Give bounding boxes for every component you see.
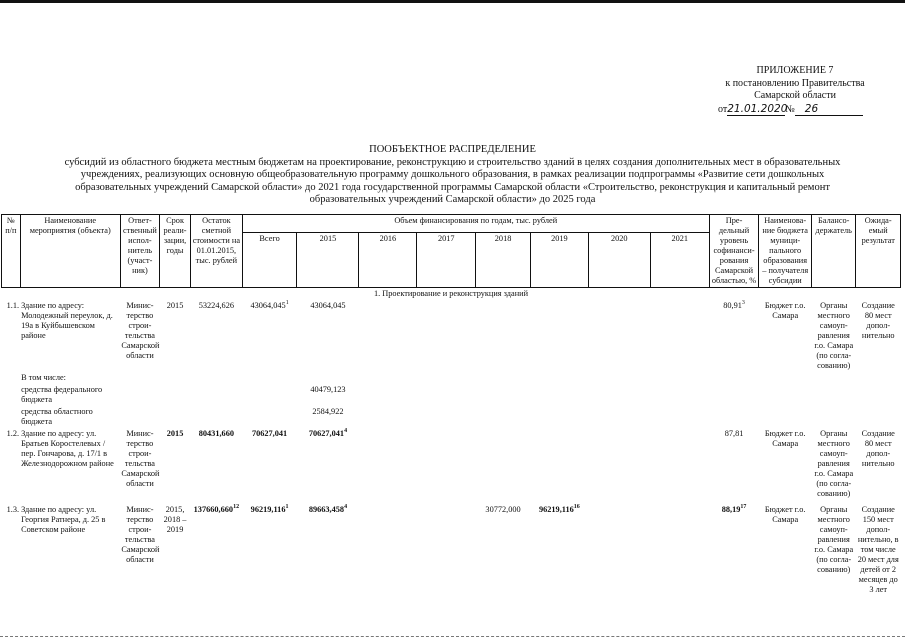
row-total: 96219,116$^1$	[250, 504, 289, 514]
row-2015: 89663,458$^4$	[308, 504, 348, 514]
col-funding-group-header: Объем финансирования по годам, тыс. рублей	[242, 215, 709, 233]
page-bottom-edge	[0, 636, 905, 638]
row-2018	[476, 428, 531, 504]
row-2019: 96219,116$^{16}$	[538, 504, 580, 514]
top-border-line	[0, 0, 905, 3]
table-subrow	[2, 372, 901, 384]
col-executor-header: Ответ-ственный испол-нитель (участ-ник)	[120, 215, 159, 288]
col-total-header: Всего	[242, 233, 297, 288]
row-holder: Органы местного самоуп-равления г.о. Самара (по согла-сованию)	[814, 301, 854, 370]
subrow-federal-2015: 40479,123	[310, 385, 346, 394]
col-holder-header: Балансо-держатель	[812, 215, 856, 288]
title-heading: ПООБЪЕКТНОЕ РАСПРЕДЕЛЕНИЕ	[369, 144, 536, 155]
title-line3: учреждениях, реализующих основную общеобразовательную программу дошкольного образования, в рамках реализации подпрограммы «Развитие сети дошкольных	[80, 169, 825, 180]
col-2016-header: 2016	[359, 233, 417, 288]
row-total: 43064,045$^1$	[250, 300, 289, 310]
table-subrow	[2, 406, 901, 428]
col-budget-header: Наименова-ние бюджета муници-пального образования – получателя субсидии	[759, 215, 812, 288]
row-num: 1.2.	[6, 429, 20, 438]
header-row-1	[2, 215, 901, 233]
row-num: 1.1.	[6, 301, 20, 310]
subrow-regional-label: средства областного бюджета	[21, 407, 93, 426]
col-2015-header: 2015	[297, 233, 359, 288]
subrow-federal-label: средства федерального бюджета	[21, 385, 103, 404]
row-2019	[530, 428, 588, 504]
row-2020	[588, 504, 650, 596]
col-level-header: Пре-дельный уровень софинанси-рования Самарской областью, %	[709, 215, 759, 288]
row-result: Создание 150 мест допол-нительно, в том числе 20 мест для детей от 2 месяцев до 3 лет	[857, 505, 899, 594]
col-2018-header: 2018	[476, 233, 531, 288]
table-row	[2, 504, 901, 596]
table-row	[2, 428, 901, 504]
col-name-header: Наименование мероприятия (объекта)	[20, 215, 120, 288]
row-level: 80,91$^3$	[723, 300, 745, 310]
row-executor: Минис-терство строи-тельства Самарской области	[121, 429, 160, 488]
title-line5: образовательных учреждений Самарской области» до 2025 года	[309, 194, 596, 205]
row-2015: 70627,041$^4$	[308, 428, 348, 438]
appendix-title: ПРИЛОЖЕНИЕ 7	[756, 65, 834, 76]
row-2020	[588, 428, 650, 504]
row-2020	[588, 300, 650, 372]
row-2017	[417, 428, 476, 504]
col-2020-header: 2020	[588, 233, 650, 288]
row-2016	[359, 300, 417, 372]
row-2017	[417, 504, 476, 596]
section-row	[2, 288, 901, 301]
row-term: 2015	[166, 301, 184, 310]
appendix-signature-line	[700, 103, 890, 117]
row-remainder: 80431,660	[198, 429, 234, 438]
subrow-including-label: В том числе:	[21, 373, 66, 382]
row-num: 1.3.	[6, 505, 20, 514]
row-2016	[359, 504, 417, 596]
row-2019	[530, 300, 588, 372]
row-result: Создание 80 мест допол-нительно	[861, 429, 895, 468]
row-2018: 30772,000	[485, 505, 521, 514]
row-holder: Органы местного самоуп-равления г.о. Самара (по согла-сованию)	[814, 505, 854, 574]
from-label: от	[718, 103, 728, 115]
row-2021	[650, 428, 709, 504]
row-name: Здание по адресу: ул. Братьев Коростелевых / пер. Гончарова, д. 17/1 в Железнодорожном районе	[21, 429, 114, 468]
handwritten-number: 26	[795, 103, 863, 117]
row-executor: Минис-терство строи-тельства Самарской области	[121, 505, 160, 564]
row-budget: Бюджет г.о. Самара	[764, 301, 806, 320]
table-row	[2, 300, 901, 372]
col-remainder-header: Остаток сметной стоимости на 01.01.2015, тыс. рублей	[191, 215, 243, 288]
row-holder: Органы местного самоуп-равления г.о. Самара (по согла-сованию)	[814, 429, 854, 498]
row-remainder: 53224,626	[198, 301, 234, 310]
row-level: 87,81	[724, 429, 744, 438]
row-remainder: 137660,660$^{12}$	[193, 504, 240, 514]
col-2019-header: 2019	[530, 233, 588, 288]
row-name: Здание по адресу: ул. Георгия Ратнера, д. 25 в Советском районе	[21, 505, 106, 534]
row-2016	[359, 428, 417, 504]
row-term: 2015, 2018 – 2019	[163, 505, 187, 534]
row-2018	[476, 300, 531, 372]
title-line4: образовательных учреждений Самарской области» до 2021 года государственной программы Самарской области «Строительство, реконструкция и капитальный ремонт	[75, 181, 830, 193]
col-result-header: Ожида-емый результат	[856, 215, 901, 288]
row-executor: Минис-терство строи-тельства Самарской области	[121, 301, 160, 360]
handwritten-date: 21.01.2020	[727, 102, 788, 115]
appendix-line2: Самарской области	[754, 90, 836, 101]
row-name: Здание по адресу: Молодежный переулок, д. 19а в Куйбышевском районе	[21, 301, 113, 340]
row-budget: Бюджет г.о. Самара	[764, 505, 806, 524]
distribution-table	[1, 214, 901, 596]
table-subrow	[2, 384, 901, 406]
row-term: 2015	[166, 429, 184, 438]
col-2021-header: 2021	[650, 233, 709, 288]
row-level: 88,19$^{17}$	[721, 504, 747, 514]
section-title: 1. Проектирование и реконструкция зданий	[373, 289, 529, 298]
row-2021	[650, 300, 709, 372]
row-result: Создание 80 мест допол-нительно	[861, 301, 895, 340]
col-num-header: № п/п	[2, 215, 21, 288]
row-budget: Бюджет г.о. Самара	[764, 429, 806, 448]
appendix-block	[700, 65, 890, 116]
col-2017-header: 2017	[417, 233, 476, 288]
row-2017	[417, 300, 476, 372]
number-label: №	[785, 103, 795, 115]
col-term-header: Срок реали-зации, годы	[160, 215, 191, 288]
row-total: 70627,041	[251, 429, 288, 438]
row-2021	[650, 504, 709, 596]
title-line2: субсидий из областного бюджета местным бюджетам на проектирование, реконструкцию и строительство зданий в целях создания дополнительных мест в образовательных	[64, 156, 841, 168]
appendix-line1: к постановлению Правительства	[725, 77, 865, 89]
document-title	[0, 144, 905, 207]
row-2015: 43064,045	[310, 301, 346, 310]
subrow-regional-2015: 2584,922	[312, 407, 344, 416]
